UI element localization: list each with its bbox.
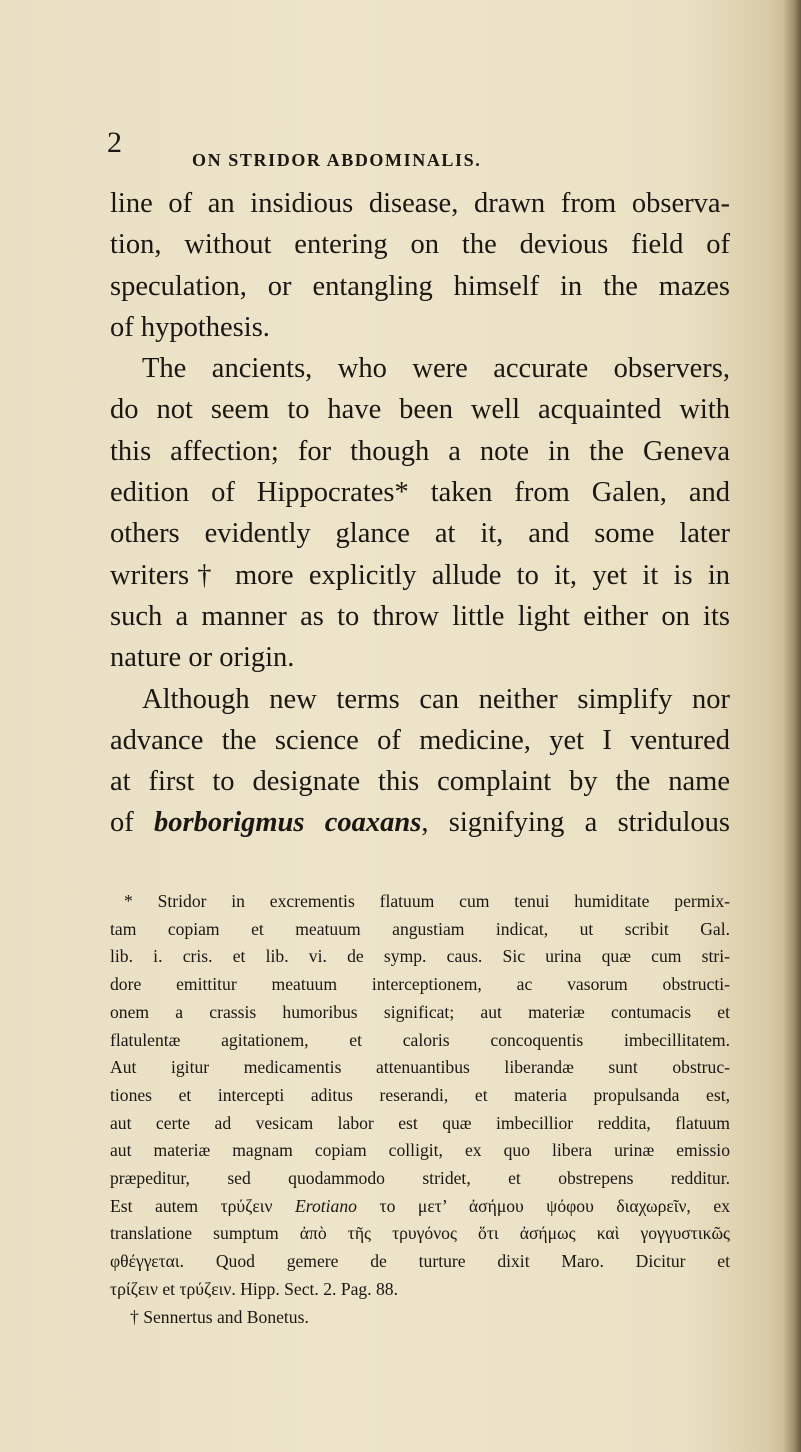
text-line: such a manner as to throw little light either on its: [110, 600, 730, 632]
footnote-line: tam copiam et meatuum angustiam indicat, ut scribit Gal.: [110, 918, 730, 939]
text-line: Although new terms can neither simplify nor: [142, 683, 730, 715]
italic-term: Erotiano: [295, 1195, 357, 1216]
footnote-line: tiones et intercepti aditus reserandi, et materia propulsanda est,: [110, 1084, 730, 1105]
page-binding-edge: [783, 0, 801, 1452]
footnote-line: Aut igitur medicamentis attenuantibus liberandæ sunt obstruc-: [110, 1057, 730, 1078]
text-line: others evidently glance at it, and some later: [110, 518, 730, 550]
text-line: The ancients, who were accurate observers,: [142, 353, 730, 385]
text-line: edition of Hippocrates* taken from Galen, and: [110, 477, 730, 509]
footnote-line: aut materiæ magnam copiam colligit, ex quo libera urinæ emissio: [110, 1140, 730, 1161]
text-line: speculation, or entangling himself in the mazes: [110, 270, 730, 302]
footnote-line: † Sennertus and Bonetus.: [130, 1306, 309, 1327]
text-line: at first to designate this complaint by the name: [110, 766, 730, 798]
footnote-line: onem a crassis humoribus significat; aut materiæ contumacis et: [110, 1001, 730, 1022]
text-line: this affection; for though a note in the Geneva: [110, 435, 730, 467]
footnote-line: aut certe ad vesicam labor est quæ imbecillior reddita, flatuum: [110, 1112, 730, 1133]
text-line: writers† more explicitly allude to it, yet it is in: [110, 559, 730, 591]
text-line: do not seem to have been well acquainted with: [110, 394, 730, 426]
footnote-line: translatione sumptum ἀπὸ τῆς τρυγόνος ὅτι ἀσήμως καὶ γογγυστικῶς: [110, 1223, 730, 1244]
footnote-line: flatulentæ agitationem, et caloris concoquentis imbecillitatem.: [110, 1029, 730, 1050]
footnote-line: lib. i. cris. et lib. vi. de symp. caus. Sic urina quæ cum stri-: [110, 946, 730, 967]
footnote-line: * Stridor in excrementis flatuum cum tenui humiditate permix-: [124, 891, 730, 911]
body-text: [110, 183, 730, 844]
running-title: ON STRIDOR ABDOMINALIS.: [192, 150, 482, 170]
footnote-line: dore emittitur meatuum interceptionem, ac vasorum obstructi-: [110, 974, 730, 995]
text-line: of hypothesis.: [110, 311, 270, 343]
italic-term: borborigmus coaxans: [154, 807, 422, 839]
text-line: line of an insidious disease, drawn from observa-: [110, 188, 730, 219]
text-line: advance the science of medicine, yet I ventured: [110, 724, 730, 756]
text-line: tion, without entering on the devious field of: [110, 229, 730, 261]
footnotes: [110, 888, 730, 1331]
text-line-last: of borborigmus coaxans, signifying a stridulous: [110, 807, 730, 839]
page-number: 2: [107, 126, 122, 159]
footnote-line: præpeditur, sed quodammodo stridet, et obstrepens redditur.: [110, 1168, 730, 1189]
footnote-line: τρίζειν et τρύζειν. Hipp. Sect. 2. Pag. 88.: [110, 1278, 399, 1299]
text-line: nature or origin.: [110, 642, 295, 674]
footnote-line: Est autem τρύζειν Erotiano το μετ’ ἀσήμου ψόφου διαχωρεῖν, ex: [110, 1195, 730, 1216]
footnote-line: φθέγγεται. Quod gemere de turture dixit Maro. Dicitur et: [110, 1251, 730, 1272]
